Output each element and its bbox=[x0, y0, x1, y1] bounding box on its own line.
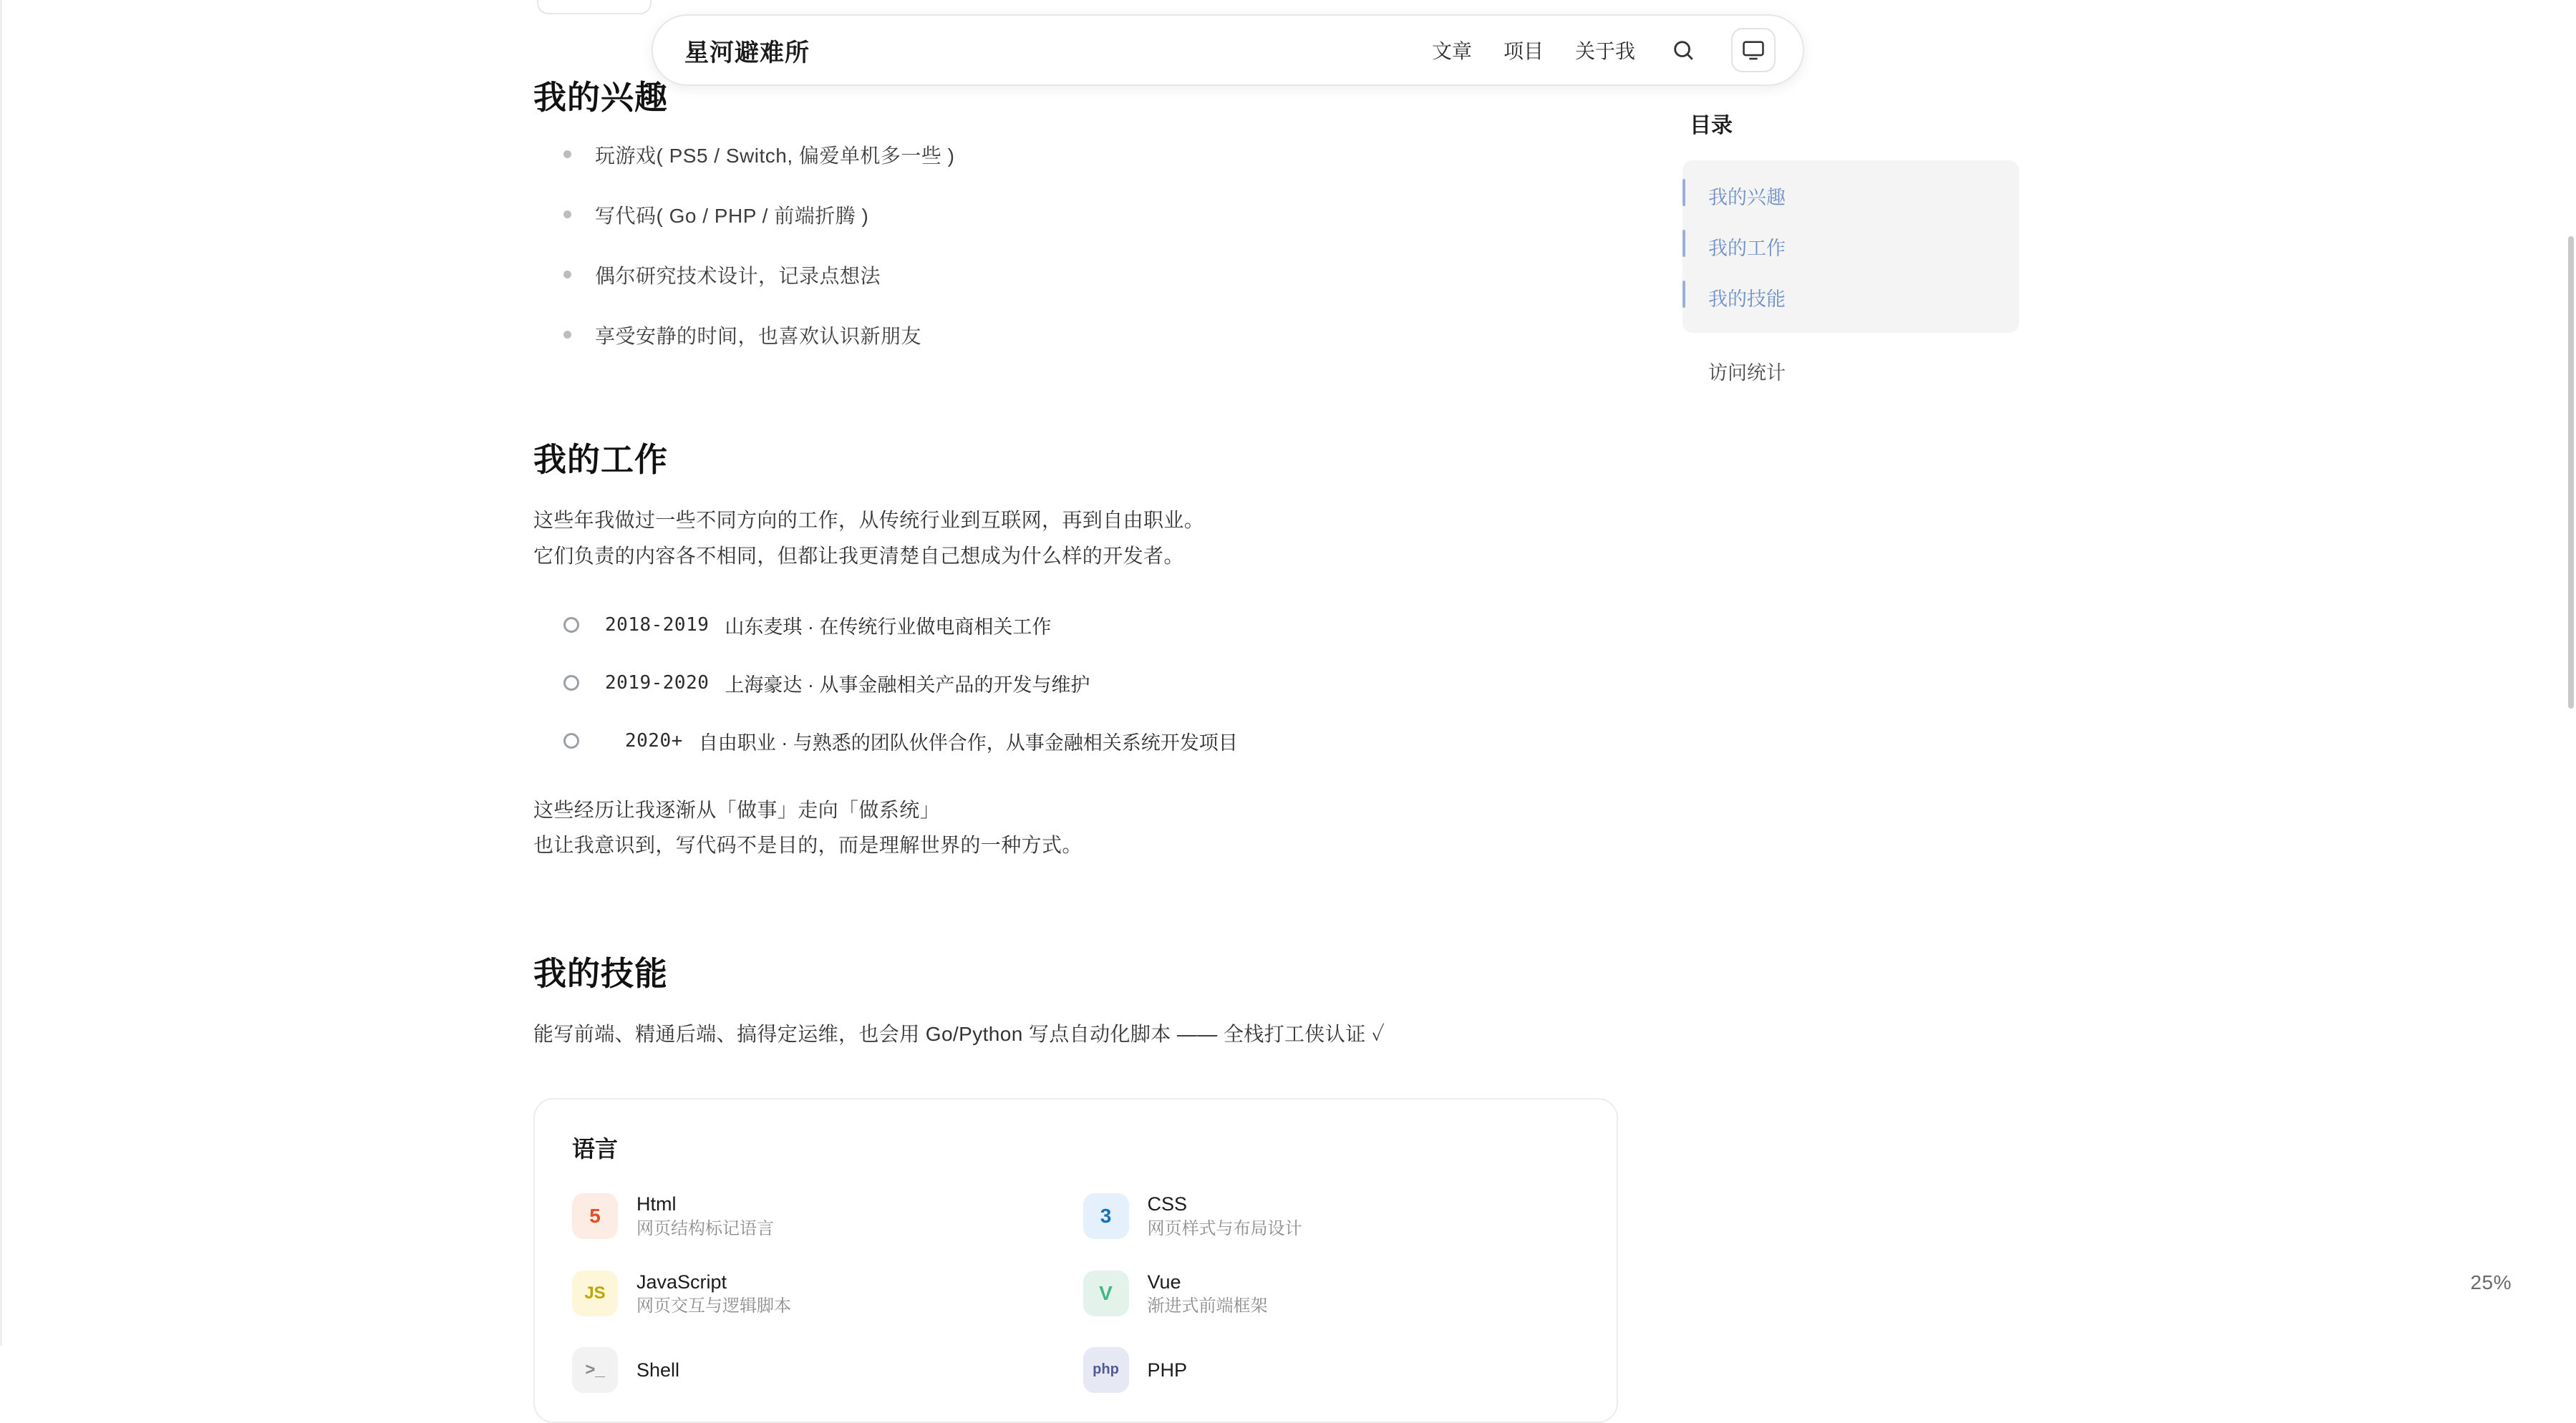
site-title[interactable]: 星河避难所 bbox=[684, 39, 810, 67]
monitor-icon[interactable] bbox=[1731, 28, 1776, 72]
skill-name: Shell bbox=[636, 1359, 680, 1381]
timeline-dot-icon bbox=[563, 733, 579, 749]
timeline-item bbox=[563, 669, 1650, 697]
nav-link-articles[interactable]: 文章 bbox=[1431, 40, 1472, 62]
skill-name: Html bbox=[636, 1193, 677, 1215]
toc-title: 目录 bbox=[1690, 114, 1733, 137]
javascript-icon: JS bbox=[572, 1271, 618, 1316]
skill-item-html[interactable] bbox=[572, 1191, 1069, 1240]
skill-item-php[interactable] bbox=[1083, 1347, 1580, 1393]
skills-card-title: 语言 bbox=[572, 1136, 619, 1162]
skills-grid bbox=[572, 1191, 1579, 1393]
skill-name: JavaScript bbox=[636, 1271, 727, 1293]
work-timeline bbox=[533, 611, 1650, 755]
scrollbar-thumb[interactable] bbox=[2568, 236, 2574, 709]
skill-name: CSS bbox=[1147, 1193, 1188, 1215]
work-intro-line-1: 这些年我做过一些不同方向的工作，从传统行业到互联网，再到自由职业。 bbox=[533, 509, 1205, 531]
toc-item-stats[interactable]: 访问统计 bbox=[1708, 362, 1786, 384]
nav-left-stub bbox=[537, 0, 652, 14]
skill-item-javascript[interactable] bbox=[572, 1269, 1069, 1318]
skill-desc: 网页结构标记语言 bbox=[636, 1218, 774, 1238]
skill-item-css[interactable] bbox=[1083, 1191, 1580, 1240]
timeline-item bbox=[563, 727, 1650, 755]
php-icon: php bbox=[1083, 1347, 1129, 1393]
vue-icon: V bbox=[1083, 1271, 1129, 1316]
skill-desc: 渐进式前端框架 bbox=[1147, 1296, 1268, 1316]
heading-interests: 我的兴趣 bbox=[533, 79, 668, 116]
search-icon[interactable] bbox=[1667, 34, 1700, 67]
timeline-dot-icon bbox=[563, 675, 579, 691]
timeline-year: 2019-2020 bbox=[605, 672, 710, 694]
list-item: 偶尔研究技术设计，记录点想法 bbox=[563, 261, 1650, 289]
skill-name: Vue bbox=[1147, 1271, 1181, 1293]
timeline-item bbox=[563, 611, 1650, 639]
timeline-year: 2018-2019 bbox=[605, 614, 710, 636]
skill-desc: 网页样式与布局设计 bbox=[1147, 1218, 1302, 1238]
heading-work: 我的工作 bbox=[533, 441, 668, 478]
list-item: 享受安静的时间，也喜欢认识新朋友 bbox=[563, 321, 1650, 349]
work-intro-line-2: 它们负责的内容各不相同，但都让我更清楚自己想成为什么样的开发者。 bbox=[533, 544, 1184, 567]
timeline-text: 上海豪达 · 从事金融相关产品的开发与维护 bbox=[725, 674, 1090, 696]
nav-links-group bbox=[1432, 28, 1776, 72]
skill-item-vue[interactable] bbox=[1083, 1269, 1580, 1318]
skills-card bbox=[533, 1098, 1618, 1423]
shell-icon: >_ bbox=[572, 1347, 618, 1393]
toc-item-work[interactable]: 我的工作 bbox=[1682, 221, 2019, 272]
html-icon: 5 bbox=[572, 1193, 618, 1239]
skill-name: PHP bbox=[1147, 1359, 1188, 1381]
toc-item-skills[interactable]: 我的技能 bbox=[1682, 272, 2019, 323]
timeline-text: 山东麦琪 · 在传统行业做电商相关工作 bbox=[725, 616, 1052, 638]
toc-box bbox=[1682, 160, 2019, 333]
timeline-dot-icon bbox=[563, 617, 579, 633]
work-outro-line-1: 这些经历让我逐渐从「做事」走向「做系统」 bbox=[533, 798, 941, 821]
skill-desc: 网页交互与逻辑脚本 bbox=[636, 1296, 791, 1316]
skill-item-shell[interactable] bbox=[572, 1347, 1069, 1393]
nav-link-about[interactable]: 关于我 bbox=[1574, 40, 1635, 62]
skills-intro: 能写前端、精通后端、搞得定运维，也会用 Go/Python 写点自动化脚本 —— 全栈打工侠认证 ✓ bbox=[533, 1023, 1385, 1046]
main-content bbox=[533, 72, 1650, 1423]
list-item: 写代码( Go / PHP / 前端折腾 ) bbox=[563, 200, 1650, 229]
page-scrollbar[interactable] bbox=[2566, 0, 2576, 1346]
interests-list bbox=[563, 140, 1650, 349]
timeline-text: 自由职业 · 与熟悉的团队伙伴合作，从事金融相关系统开发项目 bbox=[698, 732, 1238, 754]
heading-skills: 我的技能 bbox=[533, 955, 668, 993]
page-left-edge bbox=[0, 0, 2, 1346]
table-of-contents bbox=[1682, 107, 2019, 397]
timeline-year: 2020+ bbox=[625, 730, 683, 752]
nav-link-projects[interactable]: 项目 bbox=[1503, 40, 1544, 62]
css-icon: 3 bbox=[1083, 1193, 1129, 1239]
work-outro-line-2: 也让我意识到，写代码不是目的，而是理解世界的一种方式。 bbox=[533, 834, 1083, 857]
list-item: 玩游戏( PS5 / Switch, 偏爱单机多一些 ) bbox=[563, 140, 1650, 169]
zoom-level-indicator: 25% bbox=[2470, 1271, 2512, 1293]
toc-item-interests[interactable]: 我的兴趣 bbox=[1682, 170, 2019, 221]
